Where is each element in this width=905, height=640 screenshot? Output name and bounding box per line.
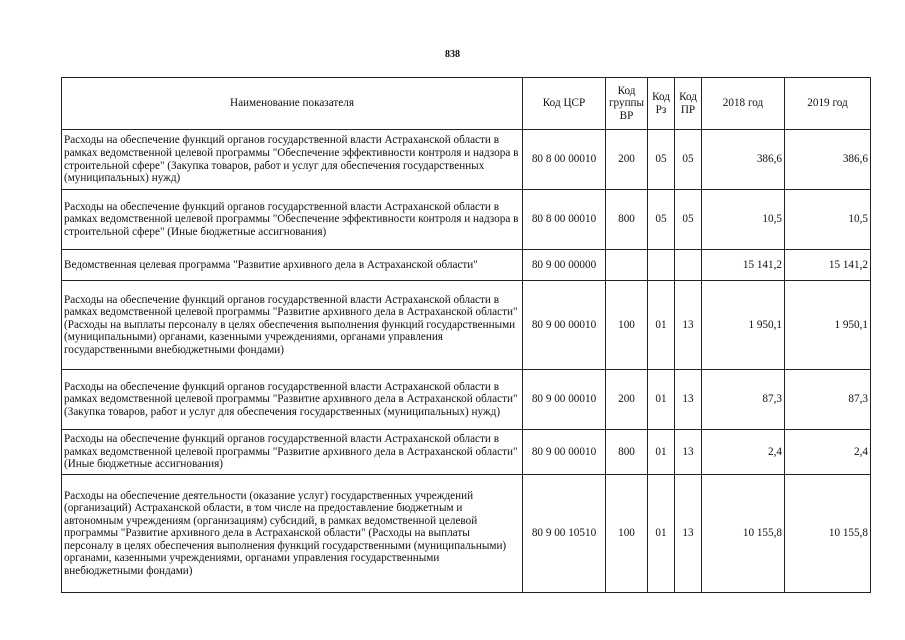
row-name: Расходы на обеспечение деятельности (оказание услуг) государственных учреждений (организаций) Астраханской области, в том числе на предоставление бюджетным и автономным учреждениям (организациям) субсидий, в рамках ведомственной целевой программы "Развитие архивного дела в Астраханской области" (Расходы на выплаты персоналу в целях обеспечения выполнения функций государственными (муниципальными) органами, казенными учреждениями, органами управления государственными внебюджетными фондами) bbox=[62, 475, 523, 593]
row-vr: 100 bbox=[606, 475, 648, 593]
table-row bbox=[62, 250, 871, 281]
header-pr: Код ПР bbox=[675, 78, 702, 130]
row-vr: 800 bbox=[606, 430, 648, 475]
table-row bbox=[62, 370, 871, 430]
row-pr: 05 bbox=[675, 190, 702, 250]
row-pr bbox=[675, 250, 702, 281]
row-rz bbox=[648, 250, 675, 281]
row-rz: 01 bbox=[648, 370, 675, 430]
row-vr bbox=[606, 250, 648, 281]
row-name: Расходы на обеспечение функций органов государственной власти Астраханской области в рамках ведомственной целевой программы "Обеспечение эффективности контроля и надзора в строительной сфере" (Закупка товаров, работ и услуг для обеспечения государственных (муниципальных) нужд) bbox=[62, 130, 523, 190]
row-name: Расходы на обеспечение функций органов государственной власти Астраханской области в рамках ведомственной целевой программы "Развитие архивного дела в Астраханской области" (Иные бюджетные ассигнования) bbox=[62, 430, 523, 475]
row-name: Расходы на обеспечение функций органов государственной власти Астраханской области в рамках ведомственной целевой программы "Развитие архивного дела в Астраханской области" (Закупка товаров, работ и услуг для обеспечения государственных (муниципальных) нужд) bbox=[62, 370, 523, 430]
header-2018: 2018 год bbox=[702, 78, 785, 130]
header-2019: 2019 год bbox=[785, 78, 871, 130]
row-rz: 01 bbox=[648, 430, 675, 475]
row-csr: 80 9 00 00010 bbox=[523, 281, 606, 370]
header-name: Наименование показателя bbox=[62, 78, 523, 130]
row-2019: 2,4 bbox=[785, 430, 871, 475]
row-2018: 10 155,8 bbox=[702, 475, 785, 593]
row-rz: 01 bbox=[648, 475, 675, 593]
row-csr: 80 9 00 00000 bbox=[523, 250, 606, 281]
row-vr: 100 bbox=[606, 281, 648, 370]
row-csr: 80 8 00 00010 bbox=[523, 190, 606, 250]
row-2019: 87,3 bbox=[785, 370, 871, 430]
row-2019: 10 155,8 bbox=[785, 475, 871, 593]
row-csr: 80 9 00 10510 bbox=[523, 475, 606, 593]
row-rz: 05 bbox=[648, 190, 675, 250]
row-vr: 200 bbox=[606, 130, 648, 190]
row-vr: 800 bbox=[606, 190, 648, 250]
row-pr: 13 bbox=[675, 430, 702, 475]
row-name: Ведомственная целевая программа "Развитие архивного дела в Астраханской области" bbox=[62, 250, 523, 281]
table-row bbox=[62, 281, 871, 370]
row-2019: 1 950,1 bbox=[785, 281, 871, 370]
row-vr: 200 bbox=[606, 370, 648, 430]
row-2019: 10,5 bbox=[785, 190, 871, 250]
page-number: 838 bbox=[445, 49, 460, 60]
row-rz: 05 bbox=[648, 130, 675, 190]
table-row bbox=[62, 475, 871, 593]
row-2019: 15 141,2 bbox=[785, 250, 871, 281]
row-2018: 15 141,2 bbox=[702, 250, 785, 281]
row-2018: 386,6 bbox=[702, 130, 785, 190]
row-pr: 13 bbox=[675, 281, 702, 370]
row-2019: 386,6 bbox=[785, 130, 871, 190]
row-csr: 80 9 00 00010 bbox=[523, 430, 606, 475]
table-row bbox=[62, 430, 871, 475]
row-2018: 10,5 bbox=[702, 190, 785, 250]
row-pr: 13 bbox=[675, 370, 702, 430]
row-2018: 1 950,1 bbox=[702, 281, 785, 370]
budget-table bbox=[61, 77, 871, 593]
row-name: Расходы на обеспечение функций органов государственной власти Астраханской области в рамках ведомственной целевой программы "Обеспечение эффективности контроля и надзора в строительной сфере" (Иные бюджетные ассигнования) bbox=[62, 190, 523, 250]
row-csr: 80 8 00 00010 bbox=[523, 130, 606, 190]
row-pr: 05 bbox=[675, 130, 702, 190]
row-2018: 2,4 bbox=[702, 430, 785, 475]
header-csr: Код ЦСР bbox=[523, 78, 606, 130]
header-rz: Код Рз bbox=[648, 78, 675, 130]
table-row bbox=[62, 130, 871, 190]
header-vr: Код группы ВР bbox=[606, 78, 648, 130]
row-csr: 80 9 00 00010 bbox=[523, 370, 606, 430]
header-row bbox=[62, 78, 871, 130]
row-pr: 13 bbox=[675, 475, 702, 593]
row-rz: 01 bbox=[648, 281, 675, 370]
row-name: Расходы на обеспечение функций органов государственной власти Астраханской области в рамках ведомственной целевой программы "Развитие архивного дела в Астраханской области" (Расходы на выплаты персоналу в целях обеспечения выполнения функций государственными (муниципальными) органами, казенными учреждениями, органами управления государственными внебюджетными фондами) bbox=[62, 281, 523, 370]
row-2018: 87,3 bbox=[702, 370, 785, 430]
table-row bbox=[62, 190, 871, 250]
